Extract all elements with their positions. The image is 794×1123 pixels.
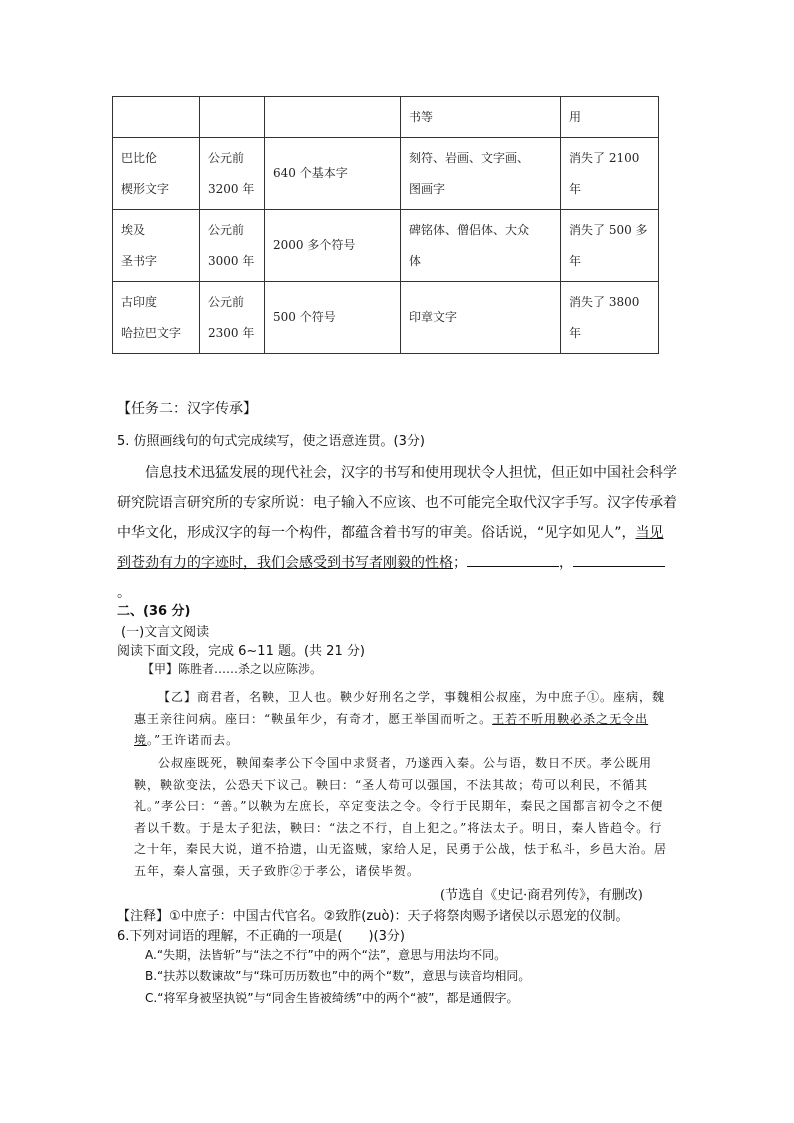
table-cell [401, 210, 561, 282]
cell-text: 图画字 [409, 181, 446, 196]
punct: 。 [117, 585, 131, 601]
passage-text: 【乙】商君者，名鞅，卫人也。鞅少好刑名之学，事魏相公叔座，为中庶子①。座病，魏惠王亲往问病。座曰：“鞅虽年少，有奇才，愿王举国而听之。 [134, 690, 666, 726]
table-row [113, 97, 659, 138]
underlined-sentence: 王若不听用鞅必杀之无令出境 [134, 711, 649, 747]
cell-text: 哈拉巴文字 [121, 325, 182, 340]
cell-text: 年 [569, 325, 582, 340]
cell-text: 3000 年 [208, 253, 255, 268]
cell-text: 消失了 3800 [569, 294, 640, 309]
table-row [113, 210, 659, 282]
cell-text: 体 [409, 253, 422, 268]
cell-text: 刻符、岩画、文字画、 [409, 150, 530, 165]
cell-text: 公元前 [208, 150, 245, 165]
cell-text: 圣书字 [121, 253, 158, 268]
punct: ， [559, 555, 573, 571]
passage-yi-paragraph-1 [134, 687, 674, 752]
passage-yi-paragraph-2: 公叔座既死，鞅闻秦孝公下令国中求贤者，乃遂西入秦。公与语，数日不厌。孝公既用鞅，鞅欲变法，公恐天下议己。鞅曰：“圣人苟可以强国，不法其故；苟可以利民，不循其礼。”孝公曰：“善。”以鞅为左庶长，卒定变法之令。令行于民期年，秦民之国都言初令之不便者以千数。于是太子犯法，鞅曰：“法之不行，自上犯之。”将法太子。明日，秦人皆趋令。行之十年，秦民大说，道不拾遗，山无盗贼，家给人足，民勇于公战，怯于私斗，乡邑大治。居五年，秦人富强，天子致胙②于孝公，诸侯毕贺。 [134, 756, 668, 878]
cell-text: 消失了 500 多 [569, 222, 648, 237]
table-cell [401, 138, 561, 210]
annotation-note: 【注释】①中庶子：中国古代官名。②致胙(zuò)：天子将祭肉赐予诸侯以示恩宠的仪制。 [117, 909, 629, 924]
table-cell [561, 210, 659, 282]
ancient-writing-table [112, 96, 659, 354]
option-c: C.“将军身被坚执锐”与“同舍生皆被绮绣”中的两个“被”，都是通假字。 [145, 991, 519, 1005]
table-cell [200, 138, 265, 210]
classical-reading-heading: (一)文言文阅读 [121, 625, 210, 640]
cell-text: 巴比伦 [121, 150, 158, 165]
table-cell [113, 210, 200, 282]
answer-blank[interactable] [467, 552, 559, 567]
table-cell [561, 282, 659, 354]
table-cell [113, 97, 200, 138]
option-b: B.“扶苏以数谏故”与“珠可历历数也”中的两个“数”，意思与读音均相同。 [145, 969, 531, 983]
cell-text: 公元前 [208, 222, 245, 237]
reading-instruction: 阅读下面文段，完成 6~11 题。(共 21 分) [117, 644, 365, 659]
punct: ； [453, 555, 467, 571]
table-cell [265, 97, 401, 138]
table-cell [113, 282, 200, 354]
passage-source: (节选自《史记·商君列传》，有删改) [440, 888, 643, 903]
cell-text: 消失了 2100 [569, 150, 640, 165]
passage-text: 信息技术迅猛发展的现代社会，汉字的书写和使用现状令人担忧，但正如中国社会科学研究院语言研究所的专家所说：电子输入不应该、也不可能完全取代汉字手写。汉字传承着中华文化，形成汉字的每一个构件，都蕴含着书写的审美。俗话说，“见字如见人”， [117, 465, 677, 541]
table-row [113, 282, 659, 354]
table-cell: 500 个符号 [265, 282, 401, 354]
question-5: 5. 仿照画线句的句式完成续写，使之语意连贯。(3分) [117, 434, 425, 449]
cell-text: 埃及 [121, 222, 146, 237]
passage-text: 。”王许诺而去。 [147, 733, 240, 747]
table-cell [200, 97, 265, 138]
table-cell: 印章文字 [401, 282, 561, 354]
cell-text: 古印度 [121, 294, 158, 309]
answer-blank[interactable] [573, 552, 665, 567]
table-cell [561, 138, 659, 210]
section-two-title: 二、(36 分) [117, 604, 191, 619]
cell-text: 年 [569, 253, 582, 268]
table-cell: 2000 多个符号 [265, 210, 401, 282]
underlined-sentence: 当见到苍劲有力的字迹时，我们会感受到书写者刚毅的性格 [117, 525, 664, 571]
question-6: 6.下列对词语的理解，不正确的一项是( )(3分) [117, 929, 405, 944]
cell-text: 碑铭体、僧侣体、大众 [409, 222, 530, 237]
cell-text: 楔形文字 [121, 181, 170, 196]
cell-text: 2300 年 [208, 325, 255, 340]
table-cell: 用 [561, 97, 659, 138]
task-two-title: 【任务二：汉字传承】 [117, 401, 257, 417]
cell-text: 公元前 [208, 294, 245, 309]
question-5-passage [117, 458, 677, 608]
cell-text: 3200 年 [208, 181, 255, 196]
table-cell: 书等 [401, 97, 561, 138]
table-cell [200, 282, 265, 354]
table-row [113, 138, 659, 210]
cell-text: 年 [569, 181, 582, 196]
table-cell: 640 个基本字 [265, 138, 401, 210]
table-cell [200, 210, 265, 282]
passage-jia: 【甲】陈胜者……杀之以应陈涉。 [142, 662, 323, 676]
table-cell [113, 138, 200, 210]
option-a: A.“失期，法皆斩”与“法之不行”中的两个“法”，意思与用法均不同。 [145, 948, 507, 962]
